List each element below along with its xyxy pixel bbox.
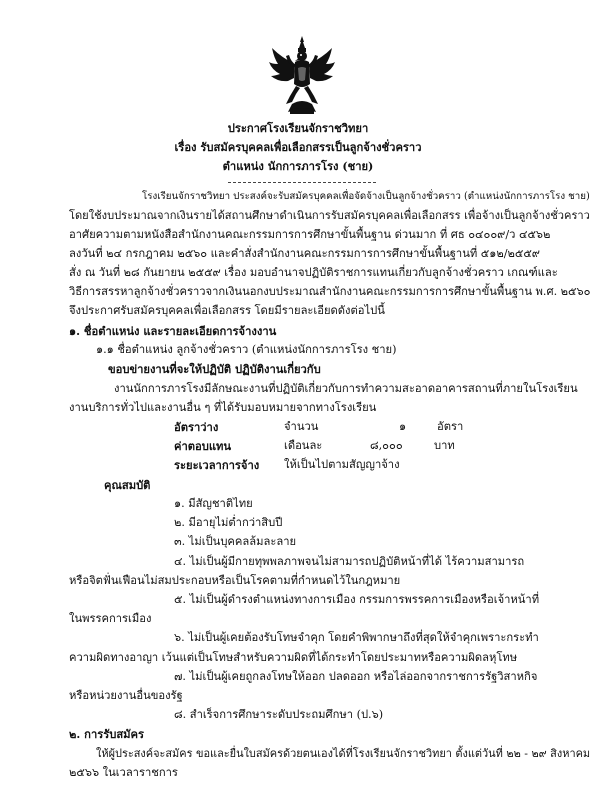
qualification-7a: ๗. ไม่เป็นผู้เคยถูกลงโทษให้ออก ปลดออก หรือไล่ออกจากราชการรัฐวิสาหกิจ xyxy=(174,670,538,683)
qualification-6b: ความผิดทางอาญา เว้นแต่เป็นโทษสำหรับความผิดที่ได้กระทำโดยประมาทหรือความผิดลหุโทษ xyxy=(69,651,518,664)
pay-text: เดือนละ xyxy=(284,439,323,452)
qualifications-heading: คุณสมบัติ xyxy=(104,478,151,492)
scope-line-2: งานบริการทั่วไปและงานอื่น ๆ ที่ได้รับมอบหมายจากทางโรงเรียน xyxy=(69,401,377,414)
intro-line-7: จึงประกาศรับสมัครบุคคลเพื่อเลือกสรร โดยมีรายละเอียดดังต่อไปนี้ xyxy=(69,304,385,317)
announcement-title: ประกาศโรงเรียนจักราชวิทยา xyxy=(227,121,369,135)
section-2-heading: ๒. การรับสมัคร xyxy=(69,727,145,741)
qualification-6a: ๖. ไม่เป็นผู้เคยต้องรับโทษจำคุก โดยคำพิพากษาถึงที่สุดให้จำคุกเพราะกระทำ xyxy=(174,631,539,644)
rate-number: ๑ xyxy=(399,420,407,433)
intro-line-5: สั่ง ณ วันที่ ๒๘ กันยายน ๒๕๕๙ เรื่อง มอบอำนาจปฏิบัติราชการแทนเกี่ยวกับลูกจ้างชั่วคราว เกณฑ์และ xyxy=(69,266,558,279)
qualification-4b: หรือจิตฟั่นเฟือนไม่สมประกอบหรือเป็นโรคตามที่กำหนดไว้ในกฎหมาย xyxy=(69,574,401,587)
announcement-subject: เรื่อง รับสมัครบุคคลเพื่อเลือกสรรเป็นลูกจ้างชั่วคราว xyxy=(174,140,422,154)
intro-line-4: ลงวันที่ ๒๔ กรกฎาคม ๒๕๖๐ และคำสั่งสำนักงานคณะกรรมการการศึกษาขั้นพื้นฐานที่ ๕๑๒/๒๕๕๙ xyxy=(69,247,540,260)
pay-unit: บาท xyxy=(434,439,455,452)
intro-line-2: โดยใช้งบประมาณจากเงินรายได้สถานศึกษาดำเนินการรับสมัครบุคคลเพื่อเลือกสรร เพื่อจ้างเป็นลูกจ้างชั่วคราว xyxy=(69,209,590,222)
announcement-position: ตำแหน่ง นักการภารโรง (ชาย) xyxy=(222,159,374,173)
header-divider xyxy=(228,182,376,183)
qualification-5a: ๕. ไม่เป็นผู้ดำรงตำแหน่งทางการเมือง กรรมการพรรคการเมืองหรือเจ้าหน้าที่ xyxy=(174,593,540,606)
pay-amount: ๘,๐๐๐ xyxy=(370,439,403,452)
qualification-1: ๑. มีสัญชาติไทย xyxy=(174,497,253,510)
pay-label: ค่าตอบแทน xyxy=(174,439,232,453)
qualification-2: ๒. มีอายุไม่ต่ำกว่าสิบปี xyxy=(174,516,283,529)
intro-line-1: โรงเรียนจักราชวิทยา ประสงค์จะรับสมัครบุคคลเพื่อจัดจ้างเป็นลูกจ้างชั่วคราว (ตำแหน่งนักการภารโรง ชาย) xyxy=(142,191,590,202)
scope-line-1: งานนักการภารโรงมีลักษณะงานที่ปฏิบัติเกี่ยวกับการทำความสะอาดอาคารสถานที่ภายในโรงเรียน xyxy=(114,382,578,395)
qualification-5b: ในพรรคการเมือง xyxy=(69,612,152,625)
qualification-7b: หรือหน่วยงานอื่นของรัฐ xyxy=(69,689,183,702)
qualification-8: ๘. สำเร็จการศึกษาระดับประถมศึกษา (ป.๖) xyxy=(174,708,384,721)
period-text: ให้เป็นไปตามสัญญาจ้าง xyxy=(284,458,400,471)
section-1-heading: ๑. ชื่อตำแหน่ง และรายละเอียดการจ้างงาน xyxy=(69,324,277,338)
rate-unit: อัตรา xyxy=(437,420,464,433)
section-2-line-1: ให้ผู้ประสงค์จะสมัคร ขอและยื่นใบสมัครด้วยตนเองได้ที่โรงเรียนจักราชวิทยา ตั้งแต่วันที่ ๒๒ - ๒๙ สิงหาคม xyxy=(96,747,591,760)
intro-line-6: วิธีการสรรหาลูกจ้างชั่วคราวจากเงินนอกงบประมาณสำนักงานคณะกรรมการการศึกษาขั้นพื้นฐาน พ.ศ. ๒๕๖๐ xyxy=(69,285,591,298)
section-2-line-2: ๒๕๖๖ ในเวลาราชการ xyxy=(69,766,178,779)
garuda-emblem-icon xyxy=(268,34,336,116)
rate-text: จำนวน xyxy=(284,420,319,433)
intro-line-3: อาศัยความตามหนังสือสำนักงานคณะกรรมการการศึกษาขั้นพื้นฐาน ด่วนมาก ที่ ศธ ๐๔๐๐๙/ว ๔๕๖๒ xyxy=(69,228,551,241)
rate-label: อัตราว่าง xyxy=(174,420,219,434)
qualification-4a: ๔. ไม่เป็นผู้มีกายทุพพลภาพจนไม่สามารถปฏิบัติหน้าที่ได้ ไร้ความสามารถ xyxy=(174,555,525,568)
section-1-1: ๑.๑ ชื่อตำแหน่ง ลูกจ้างชั่วคราว (ตำแหน่งนักการภารโรง ชาย) xyxy=(96,343,397,356)
period-label: ระยะเวลาการจ้าง xyxy=(174,458,260,472)
qualification-3: ๓. ไม่เป็นบุคคลล้มละลาย xyxy=(174,535,297,548)
scope-heading: ขอบข่ายงานที่จะให้ปฏิบัติ ปฏิบัติงานเกี่ยวกับ xyxy=(108,362,321,376)
